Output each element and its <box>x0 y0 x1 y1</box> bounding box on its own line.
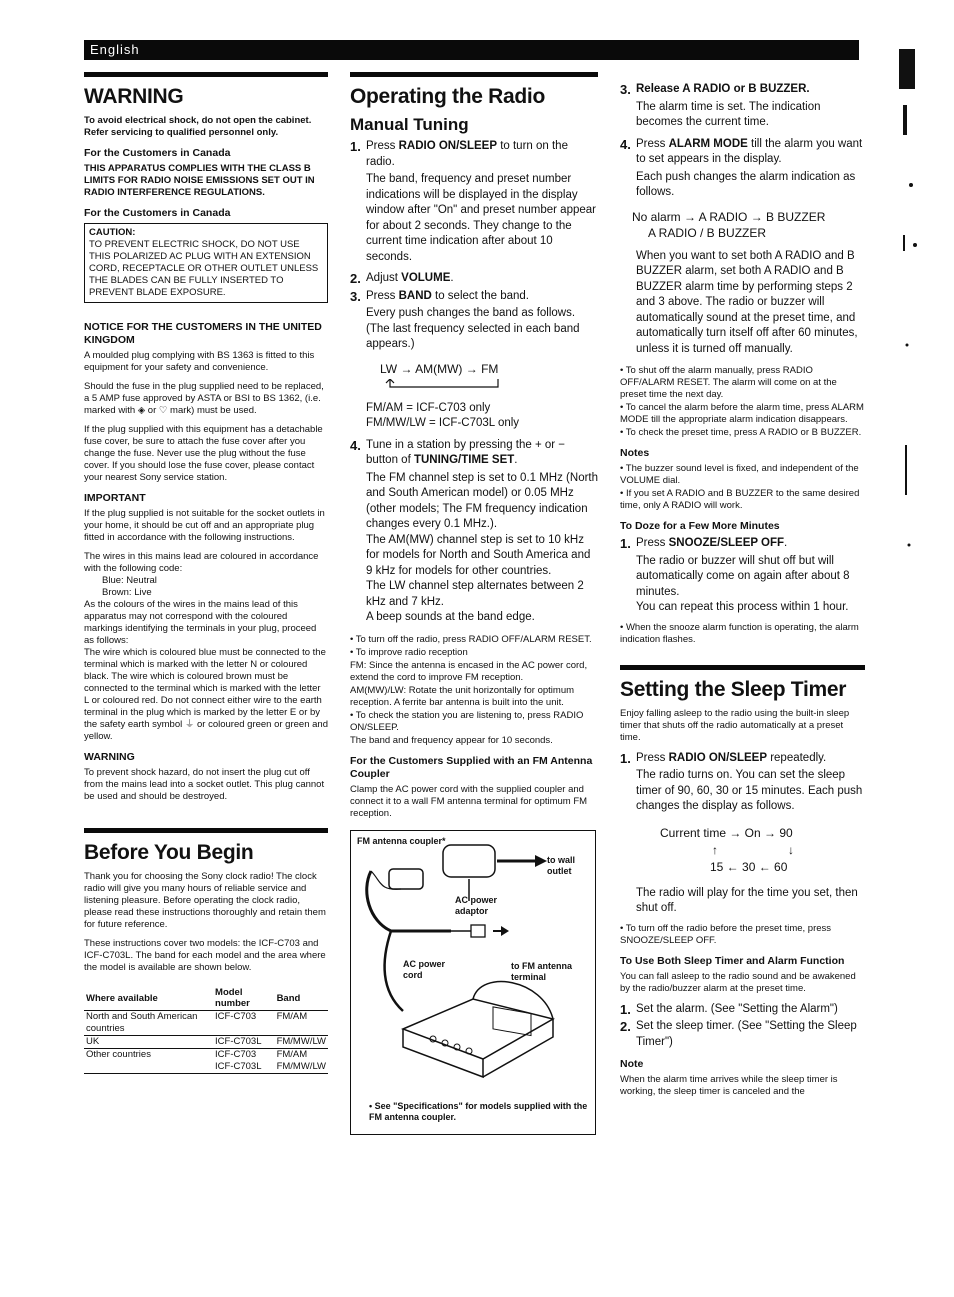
step-4-detail-3: The LW channel step alternates between 2 kHz and 7 kHz. <box>366 580 584 608</box>
uk-paragraph-2: Should the fuse in the plug supplied need to be replaced, a 5 AMP fuse approved by ASTA or BSI to BS 1362, (i.e. marked with ◈ or ♡ mark) must be used. <box>84 381 324 416</box>
step-1 <box>350 139 598 170</box>
cycle-return-arrow <box>380 379 510 389</box>
section-rule <box>84 828 328 833</box>
cord-label: AC power cord <box>403 958 446 980</box>
table-cell: FM/AM <box>276 1011 308 1022</box>
step-text: Press <box>366 289 399 302</box>
tip-item: • To cancel the alarm before the alarm time, press ALARM MODE till the appropriate alarm indication disappears. <box>620 402 864 425</box>
doze-detail-2: You can repeat this process within 1 hour. <box>636 601 849 613</box>
sleep-after-text: The radio will play for the time you set, then shut off. <box>636 886 858 914</box>
step-number: 3. <box>350 288 361 304</box>
uk-heading: NOTICE FOR THE CUSTOMERS IN THE UNITED KINGDOM <box>84 321 322 346</box>
warning2-heading: WARNING <box>84 751 135 763</box>
notes-heading: Notes <box>620 447 650 459</box>
terminal-label: to FM antenna terminal <box>511 960 572 982</box>
column-operating <box>350 72 598 1135</box>
tip-item: • To check the preset time, press A RADIO or B BUZZER. <box>620 427 862 438</box>
adaptor-label: AC power adaptor <box>455 894 498 916</box>
step-text: Tune in a station by pressing the + or − button of <box>366 438 566 466</box>
canada-heading-1: For the Customers in Canada <box>84 147 231 159</box>
language-label: English <box>90 42 140 57</box>
step-text: Press <box>636 137 669 150</box>
step-number: 2. <box>620 1019 631 1034</box>
warning-title: WARNING <box>84 85 184 108</box>
column-warning <box>84 72 328 1074</box>
tip-item: AM(MW)/LW: Rotate the unit horizontally for optimum reception. A ferrite bar antenna is built into the unit. <box>350 684 575 708</box>
tips-list <box>350 634 598 747</box>
table-row <box>84 1011 328 1036</box>
button-name: ALARM MODE <box>668 137 748 150</box>
step-2 <box>350 271 598 287</box>
tip-item: FM: Since the antenna is encased in the AC power cord, extend the cord to improve FM reception. <box>350 659 588 683</box>
step-number: 1. <box>350 139 361 154</box>
wires-brown: Brown: Live <box>102 587 152 598</box>
uk-paragraph-1: A moulded plug complying with BS 1363 is fitted to this equipment for your safety and convenience. <box>84 350 315 373</box>
wall-outlet-label: to wall outlet <box>547 854 576 876</box>
step-4-detail-1: The FM channel step is set to 0.1 MHz (North and South American model) or 0.05 MHz (other models; The FM frequency indication changes every 0.1 MHz.). <box>366 471 599 530</box>
coupler-label: FM antenna coupler* <box>357 835 446 846</box>
table-header: Where available <box>84 986 213 1011</box>
operating-title: Operating the Radio <box>350 85 545 108</box>
both-step-2 <box>620 1019 865 1050</box>
sleep-cycle-bottom: 15 ← 30 ← 60 <box>710 859 788 874</box>
alarm-cycle-line-1: No alarm → A RADIO → B BUZZER <box>632 209 826 224</box>
step-text: Release A RADIO or B BUZZER. <box>636 83 810 95</box>
table-cell: UK <box>84 1036 213 1049</box>
table-cell: ICF-C703L <box>213 1036 275 1049</box>
tip-item: • To turn off the radio, press RADIO OFF/ALARM RESET. <box>350 633 592 645</box>
step-1-detail: The band, frequency and preset number indications will be displayed in the display window after "On" and preset number appear for about 2 seconds. They change to the current time indication after about 10 seconds. <box>366 173 596 263</box>
step-number: 1. <box>620 1001 631 1017</box>
warning2-text: To prevent shock hazard, do not insert the plug cut off from the mains lead into a socket outlet. This plug cannot be used and should be destroyed. <box>84 767 325 802</box>
alarm-mode-diagram <box>620 209 865 241</box>
step-number: 1. <box>620 750 631 766</box>
table-row <box>84 1049 328 1062</box>
step-number: 4. <box>350 437 361 453</box>
note-item: • If you set A RADIO and B BUZZER to the same desired time, only A RADIO will work. <box>620 488 860 511</box>
before-paragraph-1: Thank you for choosing the Sony clock radio! The clock radio will give you many hours of reliable service and listening pleasure. Before operating the clock radio, please read these instructions thoroughly and retain them for future reference. <box>84 871 326 930</box>
note-item: • The buzzer sound level is fixed, and independent of the VOLUME dial. <box>620 463 859 486</box>
model-line-2: FM/MW/LW = ICF-C703L only <box>366 417 520 429</box>
tip-item: • To shut off the alarm manually, press RADIO OFF/ALARM RESET. The alarm will come on at the preset time the next day. <box>620 365 837 400</box>
button-name: RADIO ON/SLEEP <box>668 751 767 764</box>
note-text: When the alarm time arrives while the sleep timer is working, the sleep timer is canceled and the <box>620 1074 838 1097</box>
table-cell: FM/MW/LW <box>275 1036 328 1049</box>
doze-detail-1: The radio or buzzer will shut off but will automatically come on again after about 8 minutes. <box>636 554 850 598</box>
step-text: to select the band. <box>431 289 530 302</box>
doze-tip: • When the snooze alarm function is operating, the alarm indication flashes. <box>620 621 859 645</box>
sleep-tip: • To turn off the radio before the preset time, press SNOOZE/SLEEP OFF. <box>620 922 832 946</box>
step-text: Set the alarm. (See "Setting the Alarm") <box>636 1002 838 1015</box>
sleep-step-1-detail: The radio turns on. You can set the sleep timer of 90, 60, 30 or 15 minutes. Each push changes the display as follows. <box>636 769 863 812</box>
section-rule <box>84 72 328 77</box>
button-name: RADIO ON/SLEEP <box>398 140 497 152</box>
alarm-step-3-detail: The alarm time is set. The indication becomes the current time. <box>636 100 821 128</box>
manual-tuning-title: Manual Tuning <box>350 115 469 134</box>
table-cell: North and South American countries <box>86 1011 198 1034</box>
section-rule <box>350 72 598 77</box>
button-name: VOLUME <box>401 272 451 284</box>
table-cell: ICF-C703 <box>215 1011 257 1022</box>
uk-paragraph-3: If the plug supplied with this equipment has a detachable fuse cover, be sure to attach the fuse cover after you change the fuse. Never use the plug without the fuse cover. If you should lose the fuse cover, please contact your nearest Sony service station. <box>84 424 323 483</box>
step-text: . <box>784 537 788 549</box>
table-cell: FM/AM <box>275 1049 328 1062</box>
step-text: . <box>450 272 454 284</box>
step-text: to turn on the radio. <box>366 140 568 168</box>
button-name: TUNING/TIME SET <box>413 454 515 466</box>
alarm-step-4 <box>620 137 865 168</box>
step-text: till the alarm you want to set appears in the display. <box>636 137 863 165</box>
step-4-detail-4: A beep sounds at the band edge. <box>366 611 535 623</box>
alarm-step-3 <box>620 82 865 98</box>
step-text: Press <box>366 140 399 152</box>
caution-label: CAUTION: <box>89 227 136 238</box>
table-cell: FM/MW/LW <box>276 1061 326 1072</box>
alarm-step-4-detail: Each push changes the alarm indication as follows. <box>636 170 856 198</box>
important-text: If the plug supplied is not suitable for the socket outlets in your home, it should be cut off and an appropriate plug fitted in accordance with the following instructions. <box>84 508 325 543</box>
step-4-detail-2: The AM(MW) channel step is set to 10 kHz for models for North and South America and 9 kHz for models for other countries. <box>366 533 591 577</box>
band-cycle: LW → AM(MW) → FM <box>380 361 499 376</box>
table-row <box>84 1036 328 1049</box>
important-heading: IMPORTANT <box>84 492 146 504</box>
step-text: Press <box>636 537 669 549</box>
alarm-cycle-line-2: A RADIO / B BUZZER <box>648 225 767 240</box>
wires-blue: Blue: Neutral <box>102 575 157 586</box>
section-rule <box>620 665 865 670</box>
figure-note: • See "Specifications" for models supplied with the FM antenna coupler. <box>369 1100 588 1122</box>
sleep-intro: Enjoy falling asleep to the radio using the built-in sleep timer that shuts off the radio automatically at a preset time. <box>620 707 850 743</box>
canada-text-1: THIS APPARATUS COMPLIES WITH THE CLASS B LIMITS FOR RADIO NOISE EMISSIONS SET OUT IN RADIO INTERFERENCE REGULATIONS. <box>84 163 315 198</box>
language-header-bar <box>84 40 859 60</box>
sleep-cycle-top: Current time → On → 90 <box>660 825 793 840</box>
table-cell: Other countries <box>84 1049 213 1062</box>
both-functions-heading: To Use Both Sleep Timer and Alarm Function <box>620 954 845 967</box>
sleep-cycle-diagram <box>620 825 865 876</box>
step-text: Press <box>636 751 669 764</box>
button-name: BAND <box>398 289 432 302</box>
note-heading: Note <box>620 1058 644 1070</box>
doze-step-1 <box>620 536 865 552</box>
step-number: 1. <box>620 536 631 551</box>
table-row <box>84 1061 328 1074</box>
step-text: Adjust <box>366 272 402 284</box>
wires-paragraph-3: The wire which is coloured blue must be connected to the terminal which is marked with the letter N or coloured black. The wire which is coloured brown must be connected to the terminal which is marked with the letter L or coloured red. Do not connect either wire to the earth terminal in the plug which is marked by the letter E or by the safety earth symbol ⏚ or coloured green or green and yellow. <box>84 647 328 742</box>
tip-item: • To check the station you are listening to, press RADIO ON/SLEEP. <box>350 709 584 733</box>
step-text: . <box>514 454 518 466</box>
table-header: Model number <box>213 986 275 1011</box>
band-cycle-diagram <box>350 361 598 393</box>
alarm-tips <box>620 365 865 439</box>
table-cell: ICF-C703 <box>213 1049 275 1062</box>
caution-text: TO PREVENT ELECTRIC SHOCK, DO NOT USE THIS POLARIZED AC PLUG WITH AN EXTENSION CORD, RECEPTACLE OR OTHER OUTLET UNLESS THE BLADES CAN BE FULLY INSERTED TO PREVENT BLADE EXPOSURE. <box>89 239 319 298</box>
table-cell <box>84 1061 213 1074</box>
canada-heading-2: For the Customers in Canada <box>84 207 231 219</box>
sleep-step-1 <box>620 751 865 767</box>
step-text: Set the sleep timer. (See "Setting the Sleep Timer") <box>636 1020 857 1048</box>
step-number: 4. <box>620 136 631 152</box>
both-functions-intro: You can fall asleep to the radio sound and be awakened by the radio/buzzer alarm at the preset time. <box>620 970 856 994</box>
before-title: Before You Begin <box>84 841 254 864</box>
fm-antenna-figure <box>350 830 596 1135</box>
both-alarms-text: When you want to set both A RADIO and B BUZZER alarm, set both A RADIO and B BUZZER alarm time by performing steps 2 and 3 above. The radio or buzzer will automatically sound at the preset time, and automatically turn itself off after 60 minutes, unless it is turned off manually. <box>636 249 858 355</box>
model-line-1: FM/AM = ICF-C703 only <box>366 401 491 414</box>
tip-item: • To improve radio reception <box>350 646 468 658</box>
step-4 <box>350 438 598 469</box>
column-alarm-sleep <box>620 80 865 1099</box>
scan-margin-marks <box>895 45 925 585</box>
table-cell: ICF-C703L <box>215 1061 262 1072</box>
doze-heading: To Doze for a Few More Minutes <box>620 520 780 532</box>
fm-coupler-text: Clamp the AC power cord with the supplied coupler and connect it to a wall FM antenna terminal for optimum FM reception. <box>350 783 588 819</box>
both-step-1 <box>620 1002 865 1018</box>
sleep-timer-title: Setting the Sleep Timer <box>620 677 847 701</box>
step-number: 3. <box>620 82 631 97</box>
button-name: SNOOZE/SLEEP OFF <box>668 537 785 549</box>
models-table <box>84 986 328 1074</box>
step-3-detail: Every push changes the band as follows. (The last frequency selected in each band appears.) <box>366 307 580 350</box>
sleep-cycle-arrows: ↑ ↓ <box>712 842 795 857</box>
wires-paragraph-1: The wires in this mains lead are coloured in accordance with the following code: <box>84 551 319 574</box>
tip-item: The band and frequency appear for 10 seconds. <box>350 734 553 746</box>
step-text: repeatedly. <box>767 751 827 764</box>
step-3 <box>350 289 598 305</box>
warning-intro: To avoid electrical shock, do not open the cabinet. Refer servicing to qualified personnel only. <box>84 115 312 138</box>
caution-box <box>84 223 328 303</box>
step-number: 2. <box>350 271 361 286</box>
table-header: Band <box>275 986 328 1011</box>
wires-paragraph-2: As the colours of the wires in the mains lead of this apparatus may not correspond with the coloured markings identifying the terminals in your plug, proceed as follows: <box>84 599 317 646</box>
before-paragraph-2: These instructions cover two models: the ICF-C703 and ICF-C703L. The band for each model and the area where the model is available are shown below. <box>84 938 326 973</box>
fm-coupler-heading: For the Customers Supplied with an FM Antenna Coupler <box>350 754 593 780</box>
